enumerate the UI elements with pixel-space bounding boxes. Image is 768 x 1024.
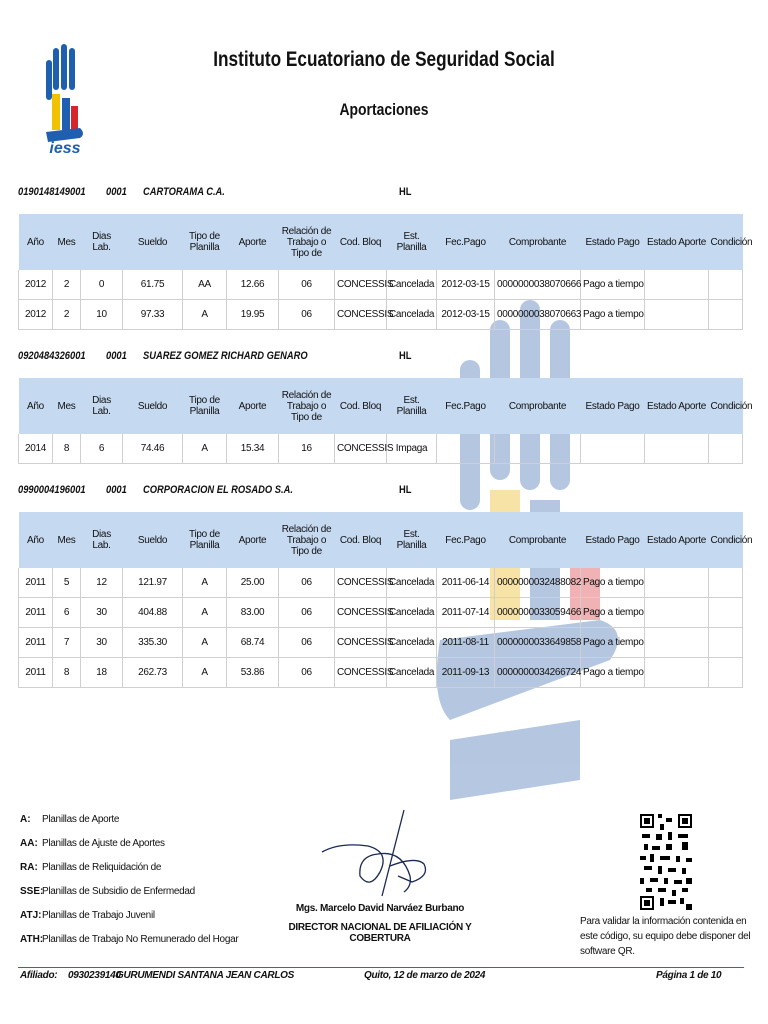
table-cell: CONCESSIS: [335, 300, 387, 330]
legend-code: SSE:: [20, 886, 44, 897]
table-cell: A: [183, 658, 227, 688]
table-cell: 0000000038070663: [495, 300, 581, 330]
table-cell: 18: [81, 658, 123, 688]
column-header: Condición: [709, 378, 743, 434]
table-cell: 97.33: [123, 300, 183, 330]
legend-desc: Planillas de Trabajo No Remunerado del Hogar: [42, 934, 239, 945]
legend-item: [20, 862, 260, 886]
legend-desc: Planillas de Reliquidación de: [42, 862, 162, 873]
column-header: Condición: [709, 214, 743, 270]
legend-item: [20, 934, 260, 958]
table-cell: 2: [53, 270, 81, 300]
employer-branch: 0001: [106, 186, 127, 198]
column-header: Relación de Trabajo o Tipo de: [279, 214, 335, 270]
legend-item: [20, 838, 260, 862]
column-header: Estado Pago: [581, 214, 645, 270]
table-cell: 2012: [19, 300, 53, 330]
column-header: Est. Planilla: [387, 214, 437, 270]
table-cell: A: [183, 628, 227, 658]
employer-type: HL: [399, 186, 412, 198]
qr-note: Para validar la información contenida en este código, su equipo debe disponer del software QR.: [580, 916, 751, 957]
legend: [20, 814, 260, 958]
column-header: Relación de Trabajo o Tipo de: [279, 378, 335, 434]
legend-desc: Planillas de Ajuste de Aportes: [42, 838, 165, 849]
table-cell: A: [183, 300, 227, 330]
column-header: Aporte: [227, 512, 279, 568]
employer-ruc: 0190148149001: [18, 186, 86, 198]
column-header: Mes: [53, 512, 81, 568]
column-header: Dias Lab.: [81, 378, 123, 434]
column-header: Dias Lab.: [81, 214, 123, 270]
table-row: [19, 568, 743, 598]
table-cell: CONCESSIS: [335, 568, 387, 598]
employer-section: [18, 484, 758, 688]
legend-item: [20, 910, 260, 934]
table-cell: Impaga: [387, 434, 437, 464]
column-header: Estado Aporte: [645, 512, 709, 568]
table-cell: 2011-09-13: [437, 658, 495, 688]
column-header: Condición: [709, 512, 743, 568]
employer-name: CORPORACION EL ROSADO S.A.: [143, 484, 293, 496]
table-cell: 2: [53, 300, 81, 330]
handwritten-signature: [320, 806, 440, 906]
contributions-table: [18, 512, 753, 688]
table-cell: 06: [279, 568, 335, 598]
column-header: Mes: [53, 214, 81, 270]
table-cell: 6: [53, 598, 81, 628]
legend-code: AA:: [20, 838, 38, 849]
table-cell: 2011: [19, 568, 53, 598]
table-cell: [645, 300, 709, 330]
table-cell: A: [183, 598, 227, 628]
table-header-row: [19, 214, 743, 270]
table-cell: [709, 628, 743, 658]
table-cell: CONCESSIS: [335, 598, 387, 628]
employer-ruc: 0990004196001: [18, 484, 86, 496]
table-row: [19, 598, 743, 628]
table-cell: 7: [53, 628, 81, 658]
table-cell: 16: [279, 434, 335, 464]
table-header-row: [19, 512, 743, 568]
table-cell: CONCESSIS: [335, 434, 387, 464]
table-row: [19, 628, 743, 658]
employer-name: CARTORAMA C.A.: [143, 186, 225, 198]
table-row: [19, 434, 743, 464]
table-cell: 06: [279, 658, 335, 688]
table-cell: [709, 568, 743, 598]
table-cell: 74.46: [123, 434, 183, 464]
table-cell: 30: [81, 598, 123, 628]
table-cell: 121.97: [123, 568, 183, 598]
table-cell: 61.75: [123, 270, 183, 300]
table-cell: Pago a tiempo: [581, 658, 645, 688]
legend-code: A:: [20, 814, 31, 825]
table-cell: Pago a tiempo: [581, 270, 645, 300]
legend-desc: Planillas de Trabajo Juvenil: [42, 910, 155, 921]
column-header: Cod. Bloq: [335, 378, 387, 434]
column-header: Fec.Pago: [437, 512, 495, 568]
legend-item: [20, 814, 260, 838]
employer-branch: 0001: [106, 484, 127, 496]
table-cell: Cancelada: [387, 628, 437, 658]
column-header: Estado Aporte: [645, 214, 709, 270]
table-cell: [709, 658, 743, 688]
legend-item: [20, 886, 260, 910]
table-cell: 12.66: [227, 270, 279, 300]
footer-page: Página 1 de 10: [656, 970, 722, 981]
table-cell: Cancelada: [387, 270, 437, 300]
employer-name: SUAREZ GOMEZ RICHARD GENARO: [143, 350, 308, 362]
table-cell: 5: [53, 568, 81, 598]
column-header: Tipo de Planilla: [183, 378, 227, 434]
column-header: Cod. Bloq: [335, 214, 387, 270]
column-header: Relación de Trabajo o Tipo de: [279, 512, 335, 568]
table-cell: 0000000033649858: [495, 628, 581, 658]
table-cell: 6: [81, 434, 123, 464]
table-cell: AA: [183, 270, 227, 300]
table-cell: [709, 270, 743, 300]
column-header: Tipo de Planilla: [183, 512, 227, 568]
table-cell: 12: [81, 568, 123, 598]
table-cell: 0000000033059466: [495, 598, 581, 628]
table-cell: A: [183, 568, 227, 598]
table-cell: [709, 300, 743, 330]
table-cell: Pago a tiempo: [581, 568, 645, 598]
table-cell: 15.34: [227, 434, 279, 464]
table-cell: 262.73: [123, 658, 183, 688]
table-cell: 0: [81, 270, 123, 300]
column-header: Fec.Pago: [437, 214, 495, 270]
employer-ruc: 0920484326001: [18, 350, 86, 362]
footer-affiliate-id: 0930239140: [68, 970, 121, 981]
table-cell: 2011: [19, 658, 53, 688]
table-cell: 68.74: [227, 628, 279, 658]
table-cell: [645, 568, 709, 598]
table-cell: [645, 270, 709, 300]
table-cell: CONCESSIS: [335, 628, 387, 658]
signatory-role: DIRECTOR NACIONAL DE AFILIACIÓN Y COBERTURA: [288, 922, 472, 944]
footer-affiliate-name: GURUMENDI SANTANA JEAN CARLOS: [116, 970, 294, 981]
table-cell: 335.30: [123, 628, 183, 658]
legend-desc: Planillas de Aporte: [42, 814, 120, 825]
table-cell: Cancelada: [387, 658, 437, 688]
table-cell: 06: [279, 300, 335, 330]
table-cell: 2011: [19, 628, 53, 658]
footer-label: Afiliado:: [20, 970, 58, 981]
column-header: Año: [19, 214, 53, 270]
table-cell: 2012: [19, 270, 53, 300]
column-header: Comprobante: [495, 378, 581, 434]
table-cell: 2012-03-15: [437, 300, 495, 330]
table-cell: [581, 434, 645, 464]
column-header: Aporte: [227, 378, 279, 434]
table-header-row: [19, 378, 743, 434]
table-cell: 10: [81, 300, 123, 330]
column-header: Tipo de Planilla: [183, 214, 227, 270]
employer-type: HL: [399, 484, 412, 496]
table-cell: 06: [279, 598, 335, 628]
table-cell: 2012-03-15: [437, 270, 495, 300]
table-cell: A: [183, 434, 227, 464]
legend-desc: Planillas de Subsidio de Enfermedad: [42, 886, 195, 897]
table-cell: [645, 658, 709, 688]
page-subtitle: Aportaciones: [339, 100, 429, 119]
contributions-table: [18, 378, 753, 464]
page-title: Instituto Ecuatoriano de Seguridad Social: [213, 48, 555, 71]
column-header: Fec.Pago: [437, 378, 495, 434]
column-header: Comprobante: [495, 512, 581, 568]
table-cell: 2014: [19, 434, 53, 464]
column-header: Año: [19, 378, 53, 434]
column-header: Comprobante: [495, 214, 581, 270]
table-cell: [645, 434, 709, 464]
table-cell: Pago a tiempo: [581, 598, 645, 628]
column-header: Sueldo: [123, 512, 183, 568]
column-header: Cod. Bloq: [335, 512, 387, 568]
table-cell: Pago a tiempo: [581, 628, 645, 658]
employer-section: [18, 186, 758, 330]
table-cell: 2011-08-11: [437, 628, 495, 658]
table-cell: 404.88: [123, 598, 183, 628]
signatory-name: Mgs. Marcelo David Narváez Burbano: [295, 903, 465, 914]
column-header: Est. Planilla: [387, 512, 437, 568]
legend-code: RA:: [20, 862, 38, 873]
table-cell: Cancelada: [387, 568, 437, 598]
table-cell: 2011-06-14: [437, 568, 495, 598]
table-cell: 8: [53, 434, 81, 464]
column-header: Aporte: [227, 214, 279, 270]
table-row: [19, 300, 743, 330]
logo-text: iess: [49, 140, 81, 157]
table-cell: 53.86: [227, 658, 279, 688]
legend-code: ATJ:: [20, 910, 42, 921]
employer-type: HL: [399, 350, 412, 362]
table-cell: 25.00: [227, 568, 279, 598]
table-cell: 2011-07-14: [437, 598, 495, 628]
employer-branch: 0001: [106, 350, 127, 362]
table-cell: 0000000038070666: [495, 270, 581, 300]
table-cell: 30: [81, 628, 123, 658]
column-header: Est. Planilla: [387, 378, 437, 434]
qr-code: [638, 812, 694, 912]
table-cell: Pago a tiempo: [581, 300, 645, 330]
table-cell: [645, 598, 709, 628]
column-header: Estado Aporte: [645, 378, 709, 434]
table-row: [19, 270, 743, 300]
table-cell: 06: [279, 270, 335, 300]
table-cell: 8: [53, 658, 81, 688]
table-cell: 0000000032488082: [495, 568, 581, 598]
table-cell: [495, 434, 581, 464]
employer-section: [18, 350, 758, 464]
column-header: Sueldo: [123, 214, 183, 270]
contributions-table: [18, 214, 753, 330]
column-header: Año: [19, 512, 53, 568]
table-cell: [709, 598, 743, 628]
column-header: Estado Pago: [581, 378, 645, 434]
table-cell: [709, 434, 743, 464]
legend-code: ATH:: [20, 934, 44, 945]
table-cell: [437, 434, 495, 464]
table-cell: [645, 628, 709, 658]
footer-date: Quito, 12 de marzo de 2024: [364, 970, 486, 981]
table-cell: 2011: [19, 598, 53, 628]
column-header: Mes: [53, 378, 81, 434]
table-cell: 0000000034266724: [495, 658, 581, 688]
table-cell: Cancelada: [387, 598, 437, 628]
table-cell: CONCESSIS: [335, 270, 387, 300]
footer-divider: [18, 967, 744, 968]
table-cell: CONCESSIS: [335, 658, 387, 688]
table-cell: 06: [279, 628, 335, 658]
table-row: [19, 658, 743, 688]
table-cell: Cancelada: [387, 300, 437, 330]
column-header: Sueldo: [123, 378, 183, 434]
table-cell: 83.00: [227, 598, 279, 628]
column-header: Estado Pago: [581, 512, 645, 568]
column-header: Dias Lab.: [81, 512, 123, 568]
table-cell: 19.95: [227, 300, 279, 330]
